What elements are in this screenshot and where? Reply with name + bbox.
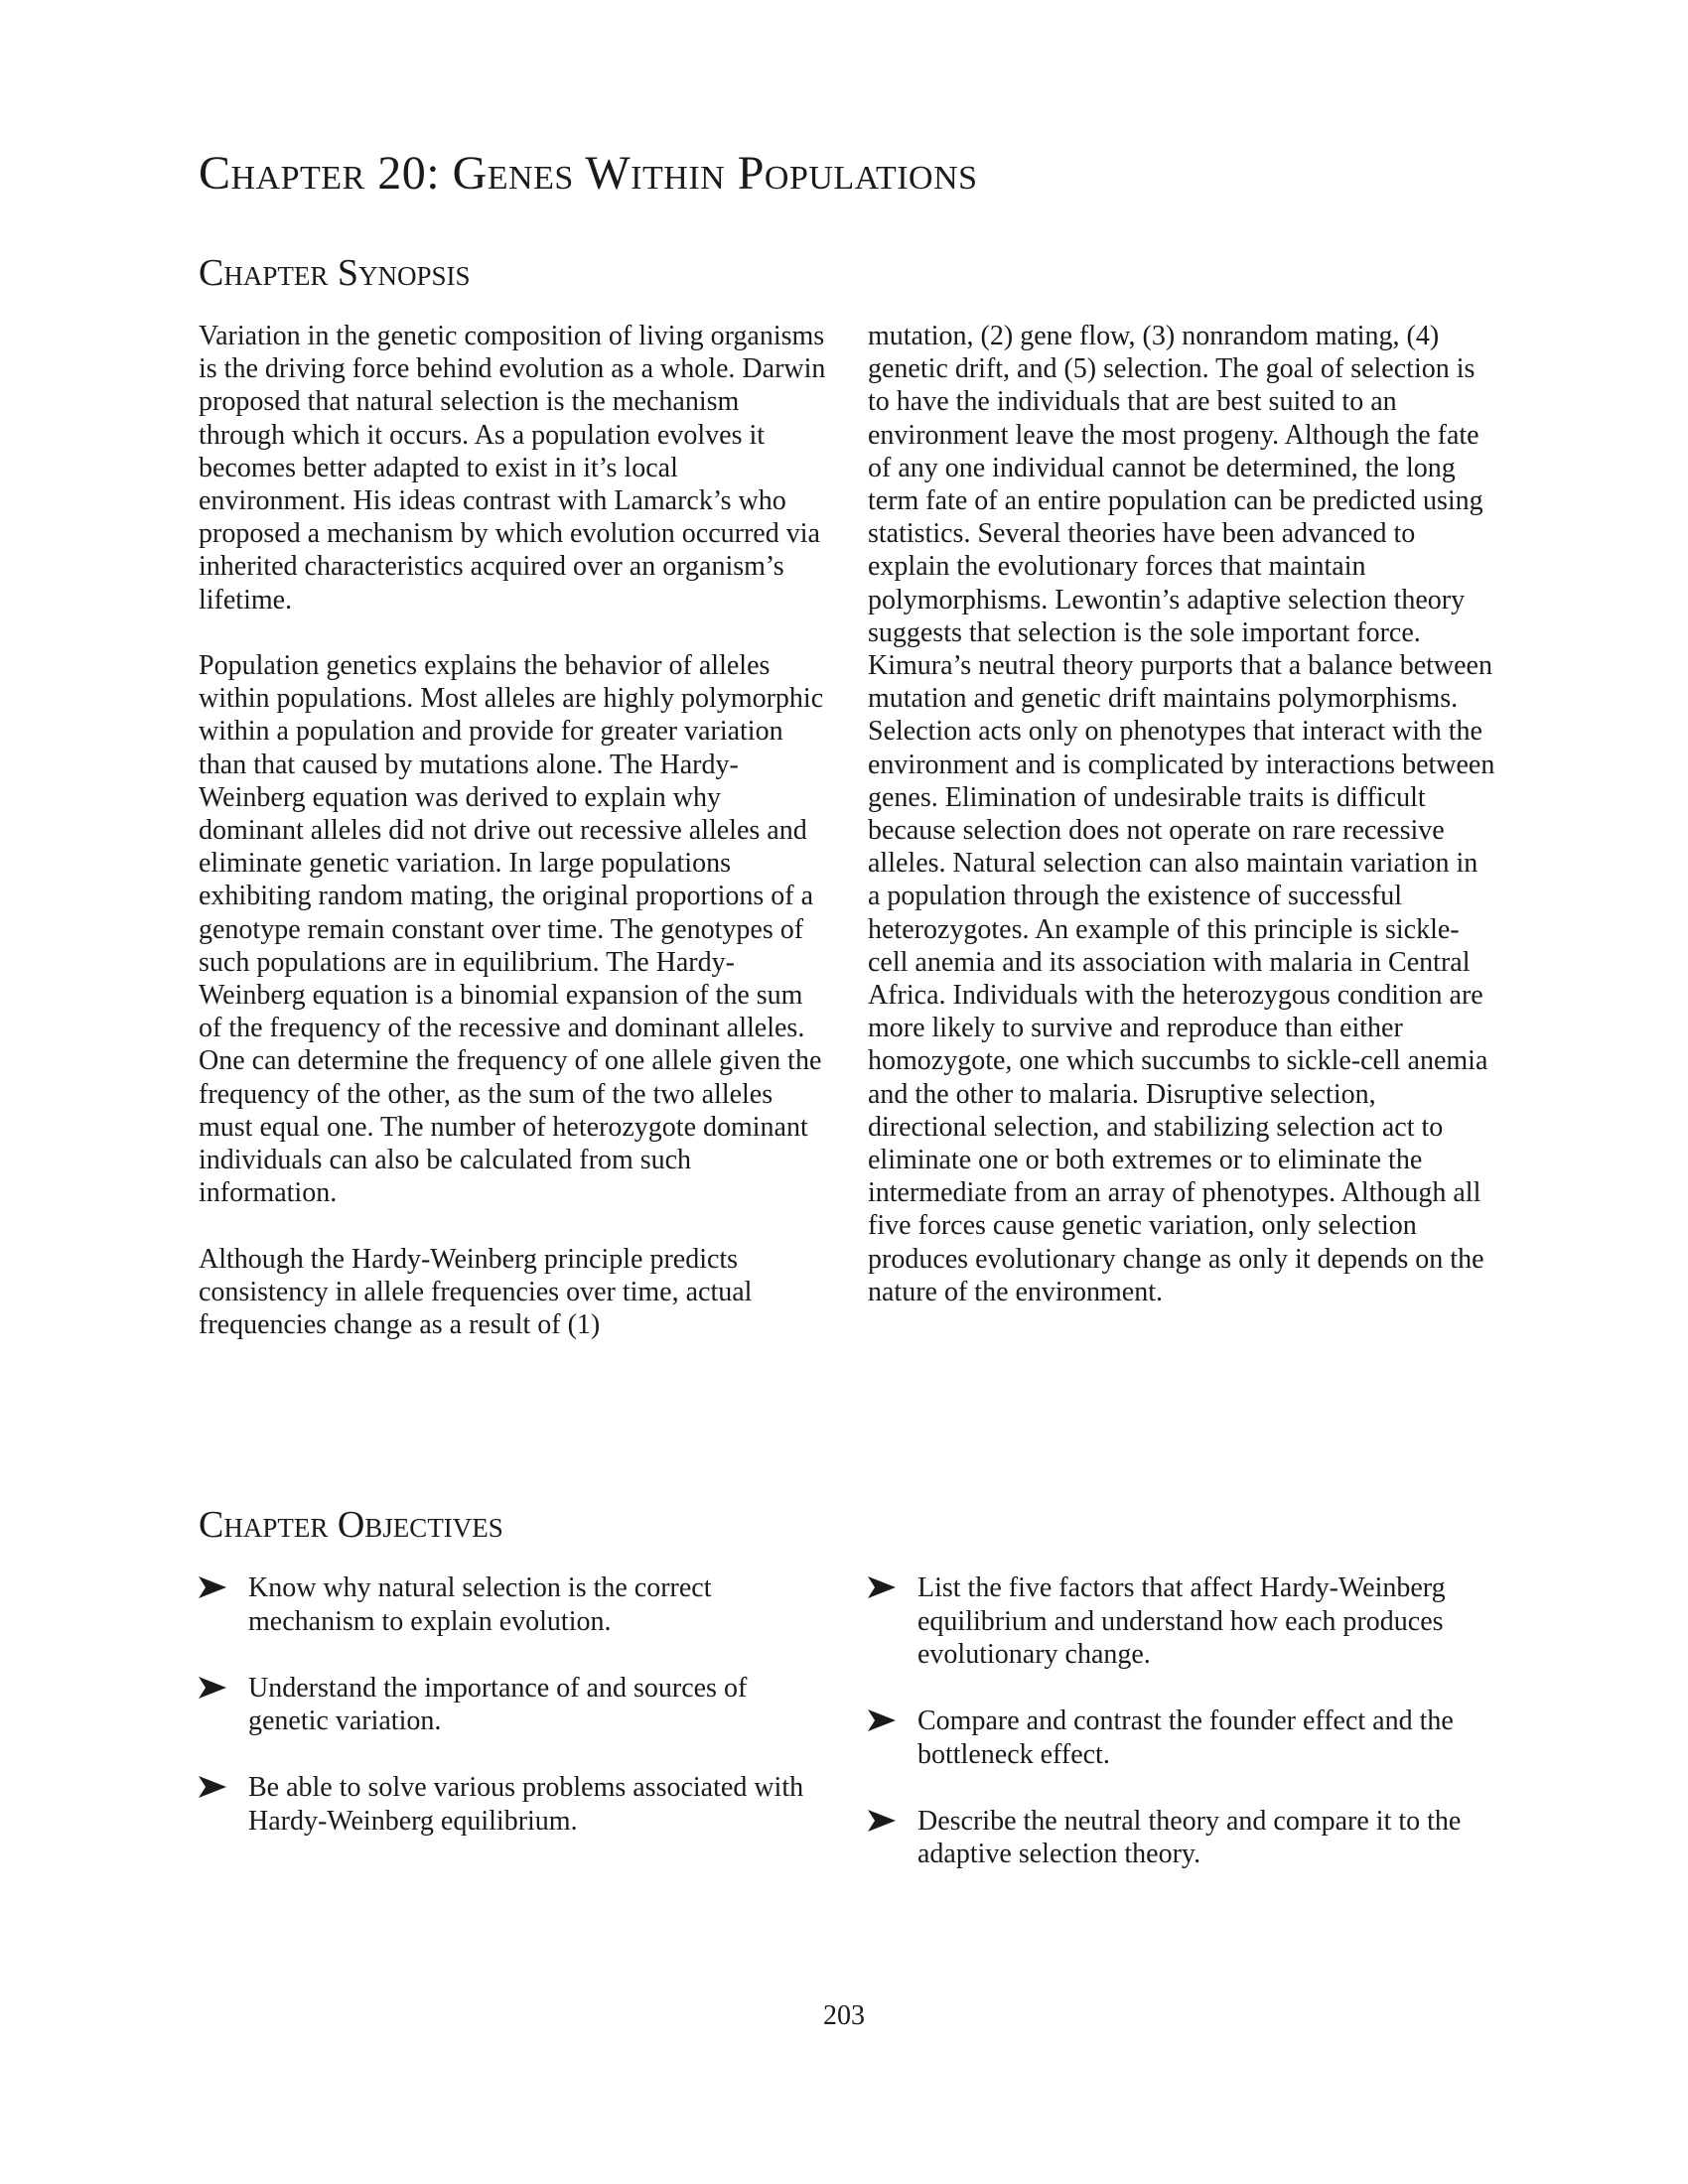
synopsis-right-column [868, 320, 1495, 1341]
synopsis-paragraph: mutation, (2) gene flow, (3) nonrandom mating, (4) genetic drift, and (5) selection. The goal of selection is to have the individuals that are best suited to an environment leave the most progeny. Although the fate of any one individual cannot be determined, the long term fate of an entire population can be predicted using statistics. Several theories have been advanced to explain the evolutionary forces that maintain polymorphisms. Lewontin’s adaptive selection theory suggests that selection is the sole important force. Kimura’s neutral theory purports that a balance between mutation and genetic drift maintains polymorphisms. Selection acts only on phenotypes that interact with the environment and is complicated by interactions between genes. Elimination of undesirable traits is difficult because selection does not operate on rare recessive alleles. Natural selection can also maintain variation in a population through the existence of successful heterozygotes. An example of this principle is sickle-cell anemia and its association with malaria in Central Africa. Individuals with the heterozygous condition are more likely to survive and reproduce than either homozygote, one which succumbs to sickle-cell anemia and the other to malaria. Disruptive selection, directional selection, and stabilizing selection act to eliminate one or both extremes or to eliminate the intermediate from an array of phenotypes. Although all five forces cause genetic variation, only selection produces evolutionary change as only it depends on the nature of the environment. [868, 321, 1495, 1307]
chapter-title: Chapter 20: Genes Within Populations [199, 147, 978, 200]
objectives-right-list [868, 1571, 1503, 1904]
arrowhead-bullet-icon [868, 1808, 896, 1834]
objective-text: Compare and contrast the founder effect and the bottleneck effect. [917, 1706, 1454, 1770]
objective-item [199, 1571, 834, 1638]
synopsis-paragraph: Although the Hardy-Weinberg principle predicts consistency in allele frequencies over time, actual frequencies change as a result of (1) [199, 1243, 753, 1341]
arrowhead-bullet-icon [868, 1574, 896, 1600]
synopsis-left-column [199, 320, 826, 1374]
page-number: 203 [823, 2000, 865, 2031]
objective-item [199, 1672, 834, 1738]
objective-text: Know why natural selection is the correct mechanism to explain evolution. [248, 1572, 712, 1637]
objective-item [199, 1771, 834, 1838]
objective-text: Understand the importance of and sources of genetic variation. [248, 1672, 748, 1736]
objective-item [868, 1571, 1503, 1672]
arrowhead-bullet-icon [868, 1707, 896, 1733]
arrowhead-bullet-icon [199, 1574, 226, 1600]
synopsis-paragraph: Population genetics explains the behavior of alleles within populations. Most alleles are highly polymorphic within a population and provide for greater variation than that caused by mutations alone. The Hardy-Weinberg equation was derived to explain why dominant alleles did not drive out recessive alleles and eliminate genetic variation. In large populations exhibiting random mating, the original proportions of a genotype remain constant over time. The genotypes of such populations are in equilibrium. The Hardy-Weinberg equation is a binomial expansion of the sum of the frequency of the recessive and dominant alleles. One can determine the frequency of one allele given the frequency of the other, as the sum of the two alleles must equal one. The number of heterozygote dominant individuals can also be calculated from such information. [199, 650, 824, 1209]
arrowhead-bullet-icon [199, 1675, 226, 1701]
arrowhead-bullet-icon [199, 1774, 226, 1800]
objectives-heading: Chapter Objectives [199, 1504, 503, 1546]
objective-item [868, 1705, 1503, 1771]
objective-item [868, 1805, 1503, 1871]
synopsis-heading: Chapter Synopsis [199, 252, 471, 294]
objective-text: List the five factors that affect Hardy-Weinberg equilibrium and understand how each produces evolutionary change. [917, 1572, 1446, 1670]
objective-text: Describe the neutral theory and compare it to the adaptive selection theory. [917, 1805, 1462, 1869]
synopsis-paragraph: Variation in the genetic composition of living organisms is the driving force behind evolution as a whole. Darwin proposed that natural selection is the mechanism through which it occurs. As a population evolves it becomes better adapted to exist in it’s local environment. His ideas contrast with Lamarck’s who proposed a mechanism by which evolution occurred via inherited characteristics acquired over an organism’s lifetime. [199, 321, 826, 615]
objective-text: Be able to solve various problems associated with Hardy-Weinberg equilibrium. [248, 1772, 804, 1837]
objectives-left-list [199, 1571, 834, 1871]
